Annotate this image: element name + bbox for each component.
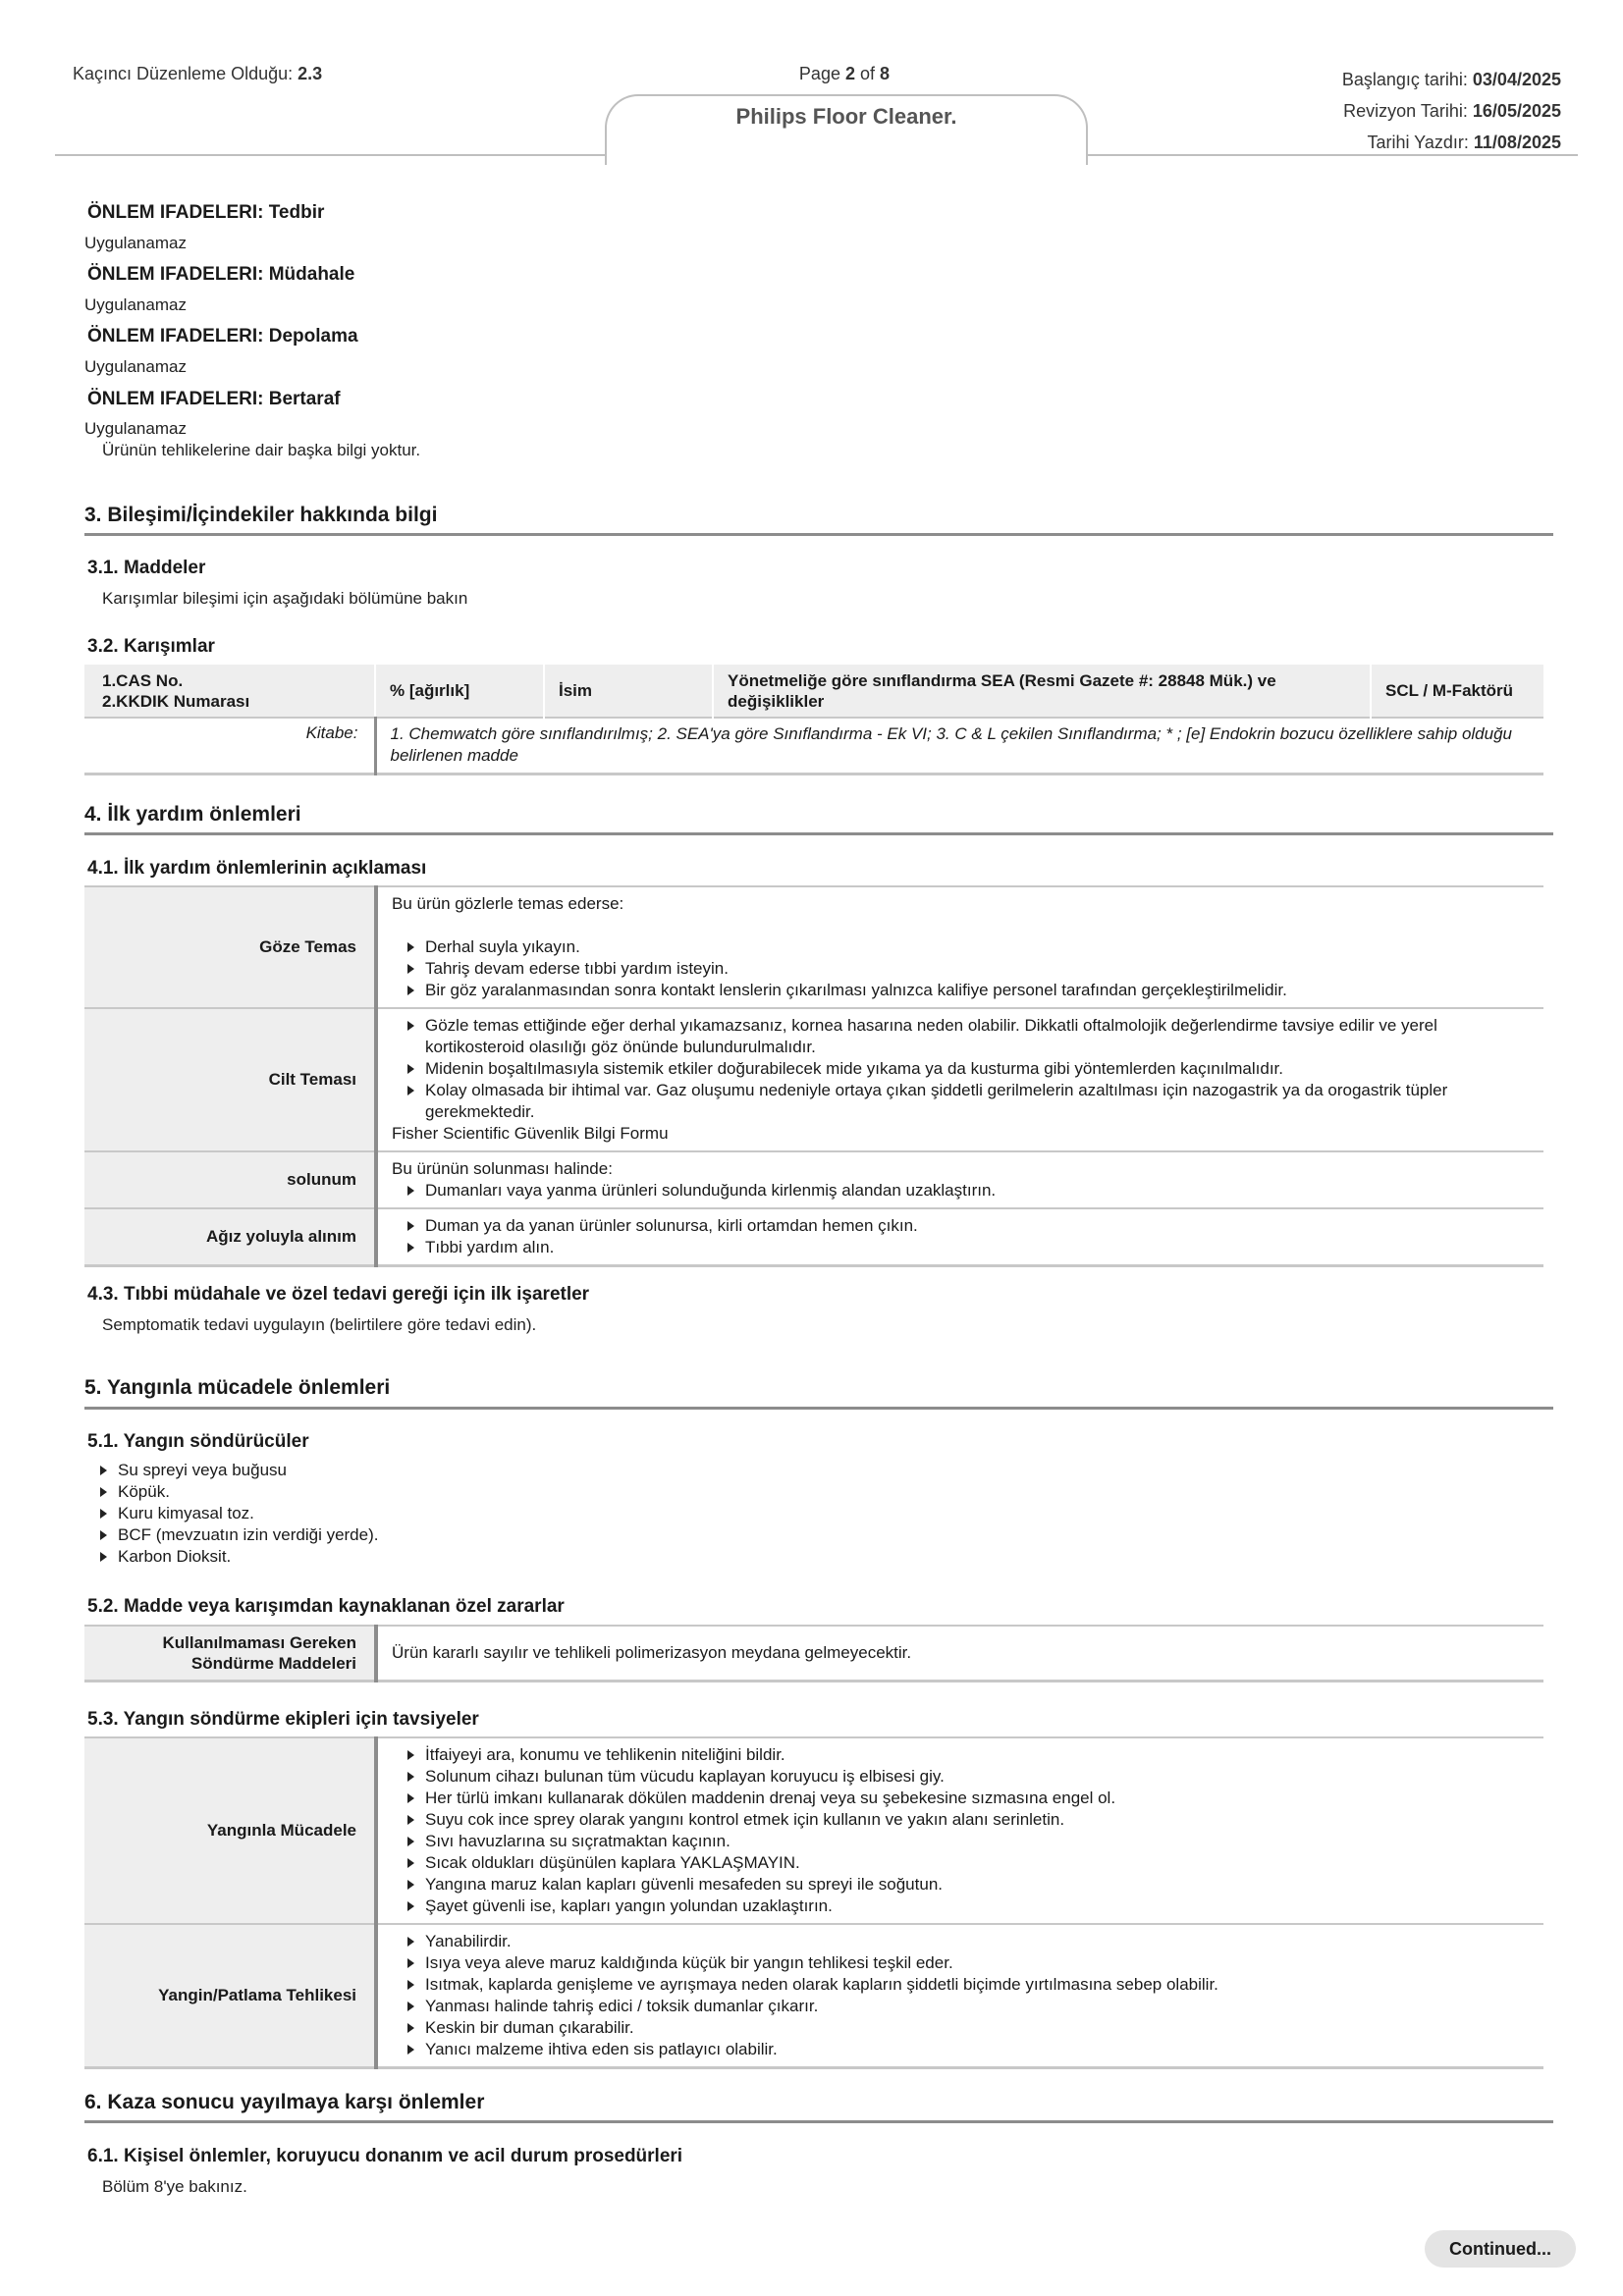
unsuitable-media-label [84,1626,376,1681]
precaution-value-3: Uygulanamaz [84,357,187,376]
first-aid-table [84,885,1543,1267]
print-date-value: 11/08/2025 [1473,133,1561,152]
ingestion-value [376,1208,1543,1266]
inhalation-row [84,1151,1543,1208]
section-4-divider [84,832,1553,835]
list-item: Yangına maruz kalan kapları güvenli mesafeden su spreyi ile soğutun. [392,1874,1530,1896]
list-item: Bir göz yaralanmasından sonra kontakt lenslerin çıkarılması yalnızca kalifiye personel tarafından gerçekleştirilmelidir. [392,980,1530,1001]
revision-label: Kaçıncı Düzenleme Olduğu: [73,64,294,83]
col-scl: SCL / M-Faktörü [1385,681,1514,700]
unsuitable-media-label-line2: Söndürme Maddeleri [190,1653,356,1673]
inhalation-label: solunum [84,1151,376,1208]
list-item: Isıtmak, kaplarda genişleme ve ayrışmaya neden olarak kapların şiddetli biçimde yırtılmasına sebep olabilir. [392,1974,1530,1996]
section-4-3-title: 4.3. Tıbbi müdahale ve özel tedavi gereği için ilk işaretler [87,1284,590,1305]
page-current: 2 [844,64,855,83]
firefighting-row [84,1737,1543,1924]
section-5-divider [84,1407,1553,1410]
list-item: Kuru kimyasal toz. [84,1503,378,1524]
legend-label: Kitabe: [84,718,375,774]
section-5-title: 5. Yangınla mücadele önlemleri [84,1376,391,1399]
skin-contact-source: Fisher Scientific Güvenlik Bilgi Formu [392,1124,669,1143]
inhalation-intro: Bu ürünün solunması halinde: [392,1159,613,1178]
page-total: 8 [880,64,891,83]
precaution-value-4: Uygulanamaz [84,419,187,438]
unsuitable-media-row [84,1626,1543,1681]
list-item: Şayet güvenli ise, kapları yangın yolundan uzaklaştırın. [392,1896,1530,1917]
list-item: İtfaiyeyi ara, konumu ve tehlikenin niteliğini bildir. [392,1744,1530,1766]
revision-number [73,64,322,84]
list-item: Isıya veya aleve maruz kaldığında küçük bir yangın tehlikesi teşkil eder. [392,1952,1530,1974]
explosion-hazard-label: Yangin/Patlama Tehlikesi [84,1924,376,2068]
list-item: Midenin boşaltılmasıyla sistemik etkiler doğurabilecek mide yıkama ya da kusturma gibi yöntemlerden kaçınılmalıdır. [392,1058,1530,1080]
legend-text: 1. Chemwatch göre sınıflandırılmış; 2. SEA'ya göre Sınıflandırma - Ek VI; 3. C & L çekilen Sınıflandırma; * ; [e] Endokrin bozucu özelliklere sahip olduğu belirlenen madde [390,724,1512,765]
col-weight: % [ağırlık] [375,665,544,718]
section-4-3-text: Semptomatik tedavi uygulayın (belirtilere göre tedavi edin). [102,1315,537,1334]
col-classification: Yönetmeliğe göre sınıflandırma SEA (Resmi Gazete #: 28848 Mük.) ve değişiklikler [713,665,1371,718]
start-date-label: Başlangıç tarihi: [1341,70,1468,89]
page-of: of [860,64,876,83]
list-item: Suyu cok ince sprey olarak yangını kontrol etmek için kullanın ve yakın alanı serinletin. [392,1809,1530,1831]
section-3-1-text: Karışımlar bileşimi için aşağıdaki bölümüne bakın [102,589,468,608]
list-item: Yanıcı malzeme ihtiva eden sis patlayıcı olabilir. [392,2039,1530,2060]
special-hazards-table [84,1625,1543,1682]
page-label: Page [798,64,840,83]
col-cas [84,665,375,718]
col-cas-line1: 1.CAS No. [102,670,184,690]
start-date [1342,64,1561,95]
list-item: Her türlü imkanı kullanarak dökülen maddenin drenaj veya su şebekesine sızmasına engel ol. [392,1788,1530,1809]
list-item: Dumanları vaya yanma ürünleri solunduğunda kirlenmiş alandan uzaklaştırın. [392,1180,1530,1201]
list-item: Sıvı havuzlarına su sıçratmaktan kaçının. [392,1831,1530,1852]
skin-contact-label: Cilt Teması [84,1008,376,1151]
list-item: Keskin bir duman çıkarabilir. [392,2017,1530,2039]
precaution-value-2: Uygulanamaz [84,295,187,314]
list-item: BCF (mevzuatın izin verdiği yerde). [84,1524,378,1546]
revision-value: 2.3 [298,64,323,83]
col-name: İsim [544,665,713,718]
section-5-1-title: 5.1. Yangın söndürücüler [87,1431,309,1452]
section-6-1-title: 6.1. Kişisel önlemler, koruyucu donanım ve acil durum prosedürleri [87,2146,683,2166]
explosion-hazard-value [376,1924,1543,2068]
list-item: Tahriş devam ederse tıbbi yardım isteyin. [392,958,1530,980]
section-5-2-title: 5.2. Madde veya karışımdan kaynaklanan özel zararlar [87,1596,565,1617]
list-item: Yanabilirdir. [392,1931,1530,1952]
explosion-hazard-list [392,1931,1530,2060]
list-item: Karbon Dioksit. [84,1546,378,1568]
col-cas-line2: 2.KKDIK Numarası [102,691,250,711]
skin-contact-list [392,1015,1530,1123]
section-4-title: 4. İlk yardım önlemleri [84,803,301,826]
list-item: Gözle temas ettiğinde eğer derhal yıkamazsanız, kornea hasarına neden olabilir. Dikkatli oftalmolojik değerlendirme tavsiye edilir ve yerel kortikosteroid olasılığı göz önünde bulundurulmalıdır. [392,1015,1530,1058]
section-3-title: 3. Bileşimi/İçindekiler hakkında bilgi [84,504,438,526]
list-item: Duman ya da yanan ürünler solunursa, kirli ortamdan hemen çıkın. [392,1215,1530,1237]
firefighting-value [376,1737,1543,1924]
precaution-value-1: Uygulanamaz [84,234,187,252]
firefighting-label: Yangınla Mücadele [84,1737,376,1924]
skin-contact-row [84,1008,1543,1151]
section-3-1-title: 3.1. Maddeler [87,558,206,578]
section-3-2-title: 3.2. Karışımlar [87,636,215,657]
eye-contact-intro: Bu ürün gözlerle temas ederse: [392,894,624,913]
unsuitable-media-value: Ürün kararlı sayılır ve tehlikeli polimerizasyon meydana gelmeyecektir. [376,1626,1543,1681]
explosion-hazard-row [84,1924,1543,2068]
list-item: Su spreyi veya buğusu [84,1460,378,1481]
ingestion-row [84,1208,1543,1266]
eye-contact-value [376,886,1543,1008]
precaution-title-2: ÖNLEM IFADELERI: Müdahale [87,264,355,285]
eye-contact-label: Göze Temas [84,886,376,1008]
unsuitable-media-label-line1: Kullanılmaması Gereken [162,1632,356,1652]
section-4-1-title: 4.1. İlk yardım önlemlerinin açıklaması [87,858,427,879]
extinguishers-list [84,1460,378,1568]
revision-date-label: Revizyon Tarihi: [1343,101,1468,121]
revision-date-value: 16/05/2025 [1472,101,1561,121]
list-item: Derhal suyla yıkayın. [392,936,1530,958]
start-date-value: 03/04/2025 [1472,70,1561,89]
mixtures-table-header [84,665,1543,718]
eye-contact-row [84,886,1543,1008]
list-item: Solunum cihazı bulunan tüm vücudu kaplayan koruyucu iş elbisesi giy. [392,1766,1530,1788]
eye-contact-list [392,936,1530,1001]
legend-row [84,718,1543,774]
ingestion-list [392,1215,1530,1258]
section-5-3-title: 5.3. Yangın söndürme ekipleri için tavsiyeler [87,1709,479,1730]
precaution-title-3: ÖNLEM IFADELERI: Depolama [87,326,358,347]
precaution-title-1: ÖNLEM IFADELERI: Tedbir [87,202,325,223]
revision-date [1342,95,1561,127]
print-date [1342,127,1561,158]
inhalation-value [376,1151,1543,1208]
list-item: Sıcak oldukları düşünülen kaplara YAKLAŞMAYIN. [392,1852,1530,1874]
section-6-title: 6. Kaza sonucu yayılmaya karşı önlemler [84,2091,485,2113]
ingestion-label: Ağız yoluyla alınım [84,1208,376,1266]
mixtures-table [84,665,1543,775]
section-6-divider [84,2120,1553,2123]
list-item: Kolay olmasada bir ihtimal var. Gaz oluşumu nedeniyle ortaya çıkan şiddetli gerilmelerin azaltılması için nazogastrik ya da orogastrik tüpler gerekmektedir. [392,1080,1530,1123]
firefighting-list [392,1744,1530,1917]
product-name: Philips Floor Cleaner. [735,104,957,129]
page-indicator [609,64,1080,84]
inhalation-list [392,1180,1530,1201]
precaution-title-4: ÖNLEM IFADELERI: Bertaraf [87,389,341,409]
section-3-divider [84,533,1553,536]
list-item: Tıbbi yardım alın. [392,1237,1530,1258]
section-6-1-text: Bölüm 8'ye bakınız. [102,2177,247,2196]
product-tab [605,94,1088,165]
header-dates [1342,64,1561,158]
firefighting-table [84,1736,1543,2069]
print-date-label: Tarihi Yazdır: [1367,133,1469,152]
other-hazards: Ürünün tehlikelerine dair başka bilgi yoktur. [102,441,421,459]
list-item: Yanması halinde tahriş edici / toksik dumanlar çıkarır. [392,1996,1530,2017]
continued-badge: Continued... [1425,2230,1576,2268]
skin-contact-value [376,1008,1543,1151]
list-item: Köpük. [84,1481,378,1503]
